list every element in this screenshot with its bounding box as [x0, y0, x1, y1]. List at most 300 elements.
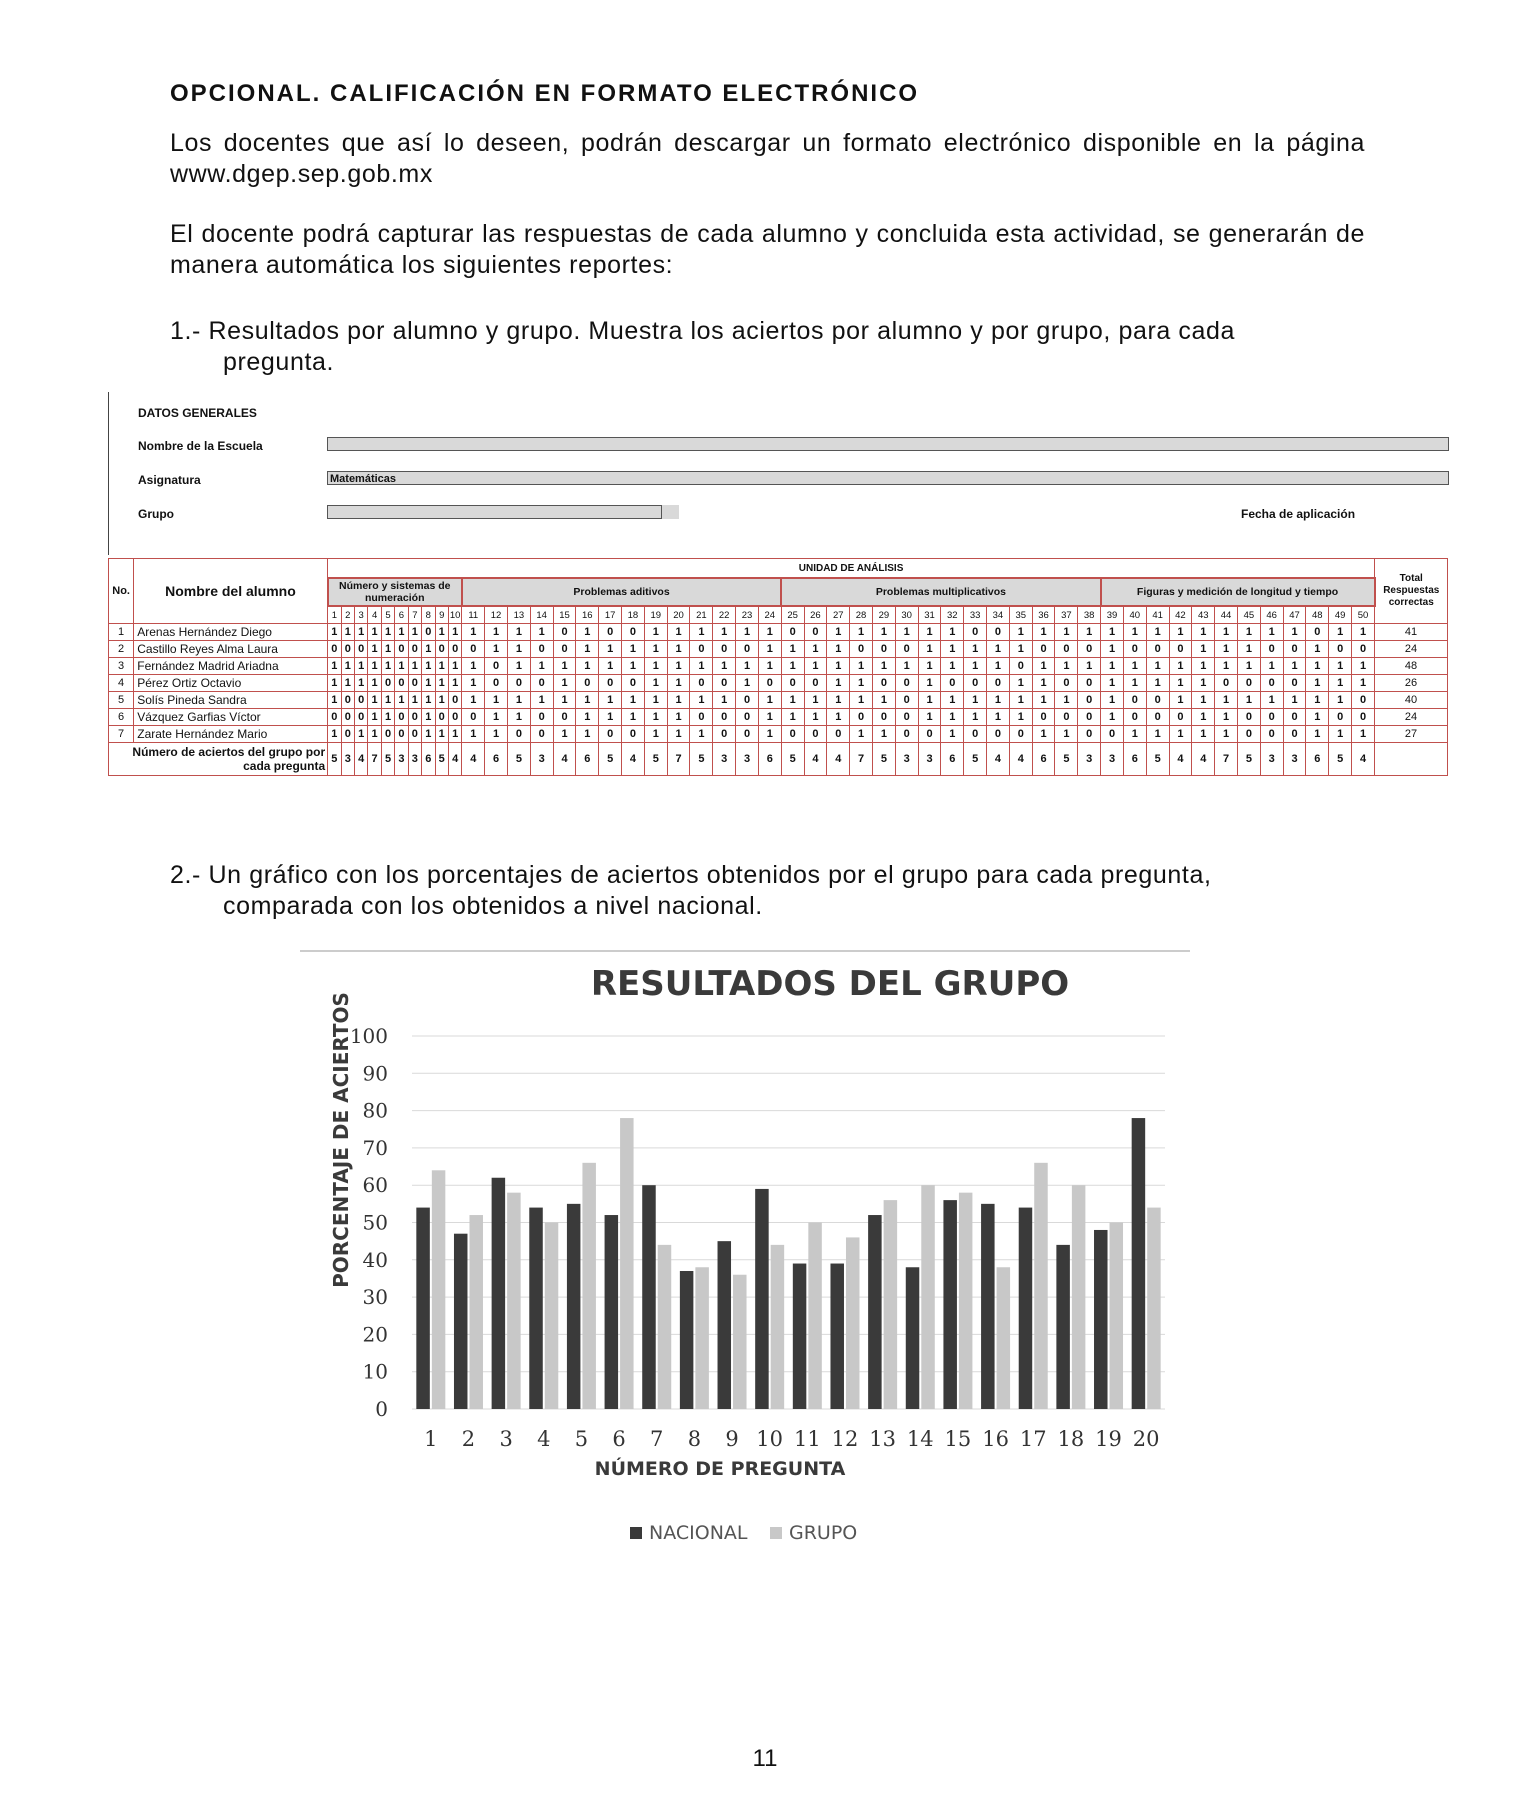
- answer-cell[interactable]: 1: [941, 658, 964, 675]
- answer-cell[interactable]: 1: [1032, 726, 1055, 743]
- answer-cell[interactable]: 0: [485, 658, 508, 675]
- answer-cell[interactable]: 0: [964, 726, 987, 743]
- answer-cell[interactable]: 0: [462, 709, 485, 726]
- answer-cell[interactable]: 1: [1215, 624, 1238, 641]
- answer-cell[interactable]: 1: [368, 675, 381, 692]
- answer-cell[interactable]: 0: [895, 726, 918, 743]
- answer-cell[interactable]: 0: [781, 675, 804, 692]
- answer-cell[interactable]: 1: [462, 692, 485, 709]
- answer-cell[interactable]: 0: [850, 709, 873, 726]
- answer-cell[interactable]: 1: [1169, 624, 1192, 641]
- answer-cell[interactable]: 0: [599, 624, 622, 641]
- answer-cell[interactable]: 1: [1123, 658, 1146, 675]
- answer-cell[interactable]: 0: [895, 709, 918, 726]
- answer-cell[interactable]: 1: [599, 709, 622, 726]
- answer-cell[interactable]: 0: [599, 675, 622, 692]
- answer-cell[interactable]: 0: [1146, 641, 1169, 658]
- answer-cell[interactable]: 1: [895, 624, 918, 641]
- answer-cell[interactable]: 1: [987, 692, 1010, 709]
- answer-cell[interactable]: 0: [1078, 692, 1101, 709]
- answer-cell[interactable]: 1: [1215, 658, 1238, 675]
- answer-cell[interactable]: 0: [1237, 709, 1260, 726]
- answer-cell[interactable]: 0: [341, 726, 354, 743]
- answer-cell[interactable]: 0: [462, 641, 485, 658]
- answer-cell[interactable]: 1: [1215, 726, 1238, 743]
- answer-cell[interactable]: 1: [758, 624, 781, 641]
- answer-cell[interactable]: 1: [1123, 726, 1146, 743]
- answer-cell[interactable]: 1: [1032, 658, 1055, 675]
- answer-cell[interactable]: 0: [941, 675, 964, 692]
- answer-cell[interactable]: 0: [341, 692, 354, 709]
- answer-cell[interactable]: 1: [713, 624, 736, 641]
- answer-cell[interactable]: 1: [507, 641, 530, 658]
- answer-cell[interactable]: 0: [1260, 726, 1283, 743]
- answer-cell[interactable]: 1: [644, 658, 667, 675]
- answer-cell[interactable]: 0: [507, 675, 530, 692]
- answer-cell[interactable]: 0: [553, 641, 576, 658]
- answer-cell[interactable]: 1: [827, 675, 850, 692]
- answer-cell[interactable]: 1: [1169, 726, 1192, 743]
- answer-cell[interactable]: 0: [804, 624, 827, 641]
- answer-cell[interactable]: 0: [872, 675, 895, 692]
- answer-cell[interactable]: 0: [690, 709, 713, 726]
- answer-cell[interactable]: 1: [1192, 726, 1215, 743]
- answer-cell[interactable]: 0: [1306, 624, 1329, 641]
- answer-cell[interactable]: 0: [553, 624, 576, 641]
- answer-cell[interactable]: 1: [1260, 658, 1283, 675]
- answer-cell[interactable]: 1: [1101, 675, 1124, 692]
- answer-cell[interactable]: 1: [1078, 624, 1101, 641]
- answer-cell[interactable]: 1: [1078, 658, 1101, 675]
- answer-cell[interactable]: 0: [1146, 692, 1169, 709]
- answer-cell[interactable]: 1: [435, 675, 448, 692]
- answer-cell[interactable]: 1: [644, 709, 667, 726]
- answer-cell[interactable]: 1: [1169, 658, 1192, 675]
- answer-cell[interactable]: 1: [667, 709, 690, 726]
- answer-cell[interactable]: 1: [964, 709, 987, 726]
- answer-cell[interactable]: 1: [448, 658, 461, 675]
- answer-cell[interactable]: 1: [850, 675, 873, 692]
- answer-cell[interactable]: 1: [1237, 658, 1260, 675]
- answer-cell[interactable]: 1: [1215, 709, 1238, 726]
- answer-cell[interactable]: 1: [381, 709, 394, 726]
- answer-cell[interactable]: 1: [736, 658, 759, 675]
- answer-cell[interactable]: 0: [1032, 709, 1055, 726]
- answer-cell[interactable]: 0: [435, 709, 448, 726]
- answer-cell[interactable]: 1: [804, 658, 827, 675]
- answer-cell[interactable]: 1: [1032, 624, 1055, 641]
- answer-cell[interactable]: 1: [758, 726, 781, 743]
- answer-cell[interactable]: 1: [507, 692, 530, 709]
- answer-cell[interactable]: 0: [1078, 675, 1101, 692]
- answer-cell[interactable]: 1: [1329, 692, 1352, 709]
- answer-cell[interactable]: 1: [328, 675, 341, 692]
- answer-cell[interactable]: 1: [850, 726, 873, 743]
- answer-cell[interactable]: 1: [1192, 675, 1215, 692]
- answer-cell[interactable]: 1: [758, 641, 781, 658]
- answer-cell[interactable]: 1: [507, 624, 530, 641]
- answer-cell[interactable]: 0: [435, 641, 448, 658]
- answer-cell[interactable]: 1: [435, 658, 448, 675]
- answer-cell[interactable]: 1: [1009, 675, 1032, 692]
- answer-cell[interactable]: 0: [1283, 726, 1306, 743]
- answer-cell[interactable]: 1: [622, 709, 645, 726]
- answer-cell[interactable]: 0: [530, 675, 553, 692]
- answer-cell[interactable]: 1: [690, 692, 713, 709]
- answer-cell[interactable]: 1: [1101, 692, 1124, 709]
- answer-cell[interactable]: 1: [758, 658, 781, 675]
- answer-cell[interactable]: 1: [690, 624, 713, 641]
- answer-cell[interactable]: 0: [1009, 726, 1032, 743]
- escuela-field[interactable]: [327, 437, 1449, 451]
- answer-cell[interactable]: 1: [1283, 658, 1306, 675]
- answer-cell[interactable]: 0: [395, 726, 408, 743]
- answer-cell[interactable]: 1: [435, 692, 448, 709]
- answer-cell[interactable]: 1: [422, 658, 435, 675]
- answer-cell[interactable]: 0: [1169, 641, 1192, 658]
- answer-cell[interactable]: 1: [576, 726, 599, 743]
- answer-cell[interactable]: 1: [918, 709, 941, 726]
- answer-cell[interactable]: 0: [599, 726, 622, 743]
- answer-cell[interactable]: 0: [1283, 709, 1306, 726]
- answer-cell[interactable]: 0: [1329, 641, 1352, 658]
- answer-cell[interactable]: 0: [448, 709, 461, 726]
- answer-cell[interactable]: 0: [576, 675, 599, 692]
- answer-cell[interactable]: 1: [408, 624, 421, 641]
- answer-cell[interactable]: 1: [395, 658, 408, 675]
- answer-cell[interactable]: 1: [1237, 692, 1260, 709]
- answer-cell[interactable]: 1: [328, 658, 341, 675]
- answer-cell[interactable]: 1: [941, 641, 964, 658]
- answer-cell[interactable]: 0: [381, 675, 394, 692]
- answer-cell[interactable]: 1: [435, 624, 448, 641]
- answer-cell[interactable]: 1: [1260, 692, 1283, 709]
- answer-cell[interactable]: 1: [462, 658, 485, 675]
- answer-cell[interactable]: 1: [553, 726, 576, 743]
- answer-cell[interactable]: 1: [964, 692, 987, 709]
- answer-cell[interactable]: 0: [354, 709, 367, 726]
- answer-cell[interactable]: 1: [422, 692, 435, 709]
- answer-cell[interactable]: 1: [1306, 658, 1329, 675]
- answer-cell[interactable]: 1: [381, 641, 394, 658]
- answer-cell[interactable]: 1: [1192, 624, 1215, 641]
- answer-cell[interactable]: 0: [713, 709, 736, 726]
- asignatura-field[interactable]: Matemáticas: [327, 471, 1449, 485]
- answer-cell[interactable]: 1: [1101, 624, 1124, 641]
- answer-cell[interactable]: 0: [690, 675, 713, 692]
- answer-cell[interactable]: 0: [1032, 641, 1055, 658]
- answer-cell[interactable]: 0: [713, 641, 736, 658]
- answer-cell[interactable]: 1: [918, 692, 941, 709]
- answer-cell[interactable]: 0: [964, 675, 987, 692]
- answer-cell[interactable]: 1: [1329, 658, 1352, 675]
- answer-cell[interactable]: 0: [1283, 675, 1306, 692]
- answer-cell[interactable]: 1: [622, 692, 645, 709]
- answer-cell[interactable]: 0: [987, 624, 1010, 641]
- answer-cell[interactable]: 1: [804, 641, 827, 658]
- answer-cell[interactable]: 1: [1009, 641, 1032, 658]
- answer-cell[interactable]: 1: [1306, 726, 1329, 743]
- answer-cell[interactable]: 1: [576, 624, 599, 641]
- answer-cell[interactable]: 1: [576, 641, 599, 658]
- answer-cell[interactable]: 1: [827, 658, 850, 675]
- answer-cell[interactable]: 1: [1009, 692, 1032, 709]
- answer-cell[interactable]: 0: [530, 726, 553, 743]
- answer-cell[interactable]: 1: [1329, 675, 1352, 692]
- answer-cell[interactable]: 1: [1101, 709, 1124, 726]
- answer-cell[interactable]: 1: [1192, 692, 1215, 709]
- answer-cell[interactable]: 1: [381, 624, 394, 641]
- answer-cell[interactable]: 1: [368, 692, 381, 709]
- answer-cell[interactable]: 0: [872, 709, 895, 726]
- answer-cell[interactable]: 1: [941, 726, 964, 743]
- answer-cell[interactable]: 1: [713, 658, 736, 675]
- answer-cell[interactable]: 0: [713, 675, 736, 692]
- answer-cell[interactable]: 0: [553, 709, 576, 726]
- answer-cell[interactable]: 1: [941, 692, 964, 709]
- answer-cell[interactable]: 1: [368, 709, 381, 726]
- answer-cell[interactable]: 0: [758, 675, 781, 692]
- answer-cell[interactable]: 1: [1192, 709, 1215, 726]
- answer-cell[interactable]: 1: [576, 658, 599, 675]
- answer-cell[interactable]: 1: [530, 658, 553, 675]
- answer-cell[interactable]: 0: [328, 641, 341, 658]
- answer-cell[interactable]: 1: [462, 726, 485, 743]
- answer-cell[interactable]: 1: [422, 726, 435, 743]
- answer-cell[interactable]: 1: [599, 658, 622, 675]
- answer-cell[interactable]: 1: [918, 624, 941, 641]
- answer-cell[interactable]: 1: [781, 641, 804, 658]
- answer-cell[interactable]: 0: [736, 726, 759, 743]
- answer-cell[interactable]: 1: [462, 624, 485, 641]
- answer-cell[interactable]: 1: [1306, 692, 1329, 709]
- answer-cell[interactable]: 0: [1123, 641, 1146, 658]
- answer-cell[interactable]: 1: [895, 658, 918, 675]
- answer-cell[interactable]: 0: [781, 726, 804, 743]
- answer-cell[interactable]: 0: [341, 709, 354, 726]
- answer-cell[interactable]: 1: [827, 624, 850, 641]
- answer-cell[interactable]: 1: [341, 675, 354, 692]
- answer-cell[interactable]: 1: [781, 692, 804, 709]
- answer-cell[interactable]: 0: [395, 675, 408, 692]
- answer-cell[interactable]: 0: [448, 692, 461, 709]
- answer-cell[interactable]: 1: [1169, 692, 1192, 709]
- answer-cell[interactable]: 1: [781, 709, 804, 726]
- answer-cell[interactable]: 1: [758, 692, 781, 709]
- answer-cell[interactable]: 1: [368, 726, 381, 743]
- answer-cell[interactable]: 1: [690, 658, 713, 675]
- answer-cell[interactable]: 1: [872, 692, 895, 709]
- answer-cell[interactable]: 1: [1306, 709, 1329, 726]
- answer-cell[interactable]: 1: [381, 692, 394, 709]
- answer-cell[interactable]: 1: [1032, 692, 1055, 709]
- answer-cell[interactable]: 0: [448, 641, 461, 658]
- answer-cell[interactable]: 0: [1055, 709, 1078, 726]
- answer-cell[interactable]: 1: [1215, 641, 1238, 658]
- answer-cell[interactable]: 0: [408, 709, 421, 726]
- answer-cell[interactable]: 1: [422, 709, 435, 726]
- answer-cell[interactable]: 1: [1146, 675, 1169, 692]
- answer-cell[interactable]: 1: [918, 658, 941, 675]
- answer-cell[interactable]: 1: [328, 726, 341, 743]
- answer-cell[interactable]: 1: [1192, 641, 1215, 658]
- answer-cell[interactable]: 0: [1260, 675, 1283, 692]
- answer-cell[interactable]: 1: [1352, 624, 1375, 641]
- answer-cell[interactable]: 0: [422, 624, 435, 641]
- answer-cell[interactable]: 0: [690, 641, 713, 658]
- answer-cell[interactable]: 1: [1169, 675, 1192, 692]
- answer-cell[interactable]: 1: [553, 675, 576, 692]
- answer-cell[interactable]: 1: [1055, 726, 1078, 743]
- answer-cell[interactable]: 1: [987, 709, 1010, 726]
- answer-cell[interactable]: 1: [987, 641, 1010, 658]
- answer-cell[interactable]: 1: [1352, 675, 1375, 692]
- answer-cell[interactable]: 1: [1032, 675, 1055, 692]
- answer-cell[interactable]: 1: [690, 726, 713, 743]
- answer-cell[interactable]: 1: [1352, 726, 1375, 743]
- answer-cell[interactable]: 1: [435, 726, 448, 743]
- answer-cell[interactable]: 1: [872, 624, 895, 641]
- answer-cell[interactable]: 0: [1260, 709, 1283, 726]
- answer-cell[interactable]: 1: [448, 624, 461, 641]
- answer-cell[interactable]: 1: [941, 709, 964, 726]
- answer-cell[interactable]: 1: [622, 658, 645, 675]
- answer-cell[interactable]: 1: [354, 624, 367, 641]
- answer-cell[interactable]: 1: [1055, 692, 1078, 709]
- answer-cell[interactable]: 1: [1009, 624, 1032, 641]
- answer-cell[interactable]: 1: [395, 692, 408, 709]
- answer-cell[interactable]: 1: [804, 692, 827, 709]
- answer-cell[interactable]: 1: [553, 658, 576, 675]
- answer-cell[interactable]: 1: [1146, 658, 1169, 675]
- answer-cell[interactable]: 1: [1055, 658, 1078, 675]
- answer-cell[interactable]: 1: [599, 692, 622, 709]
- answer-cell[interactable]: 1: [1055, 624, 1078, 641]
- answer-cell[interactable]: 1: [381, 658, 394, 675]
- answer-cell[interactable]: 0: [781, 624, 804, 641]
- answer-cell[interactable]: 1: [964, 658, 987, 675]
- answer-cell[interactable]: 0: [1078, 641, 1101, 658]
- answer-cell[interactable]: 0: [408, 726, 421, 743]
- answer-cell[interactable]: 0: [1123, 709, 1146, 726]
- answer-cell[interactable]: 0: [1169, 709, 1192, 726]
- answer-cell[interactable]: 1: [408, 658, 421, 675]
- answer-cell[interactable]: 1: [644, 641, 667, 658]
- answer-cell[interactable]: 1: [667, 624, 690, 641]
- answer-cell[interactable]: 0: [1283, 641, 1306, 658]
- answer-cell[interactable]: 0: [408, 641, 421, 658]
- answer-cell[interactable]: 1: [576, 692, 599, 709]
- answer-cell[interactable]: 0: [1352, 692, 1375, 709]
- answer-cell[interactable]: 1: [804, 709, 827, 726]
- answer-cell[interactable]: 0: [1055, 641, 1078, 658]
- answer-cell[interactable]: 0: [341, 641, 354, 658]
- answer-cell[interactable]: 1: [736, 624, 759, 641]
- answer-cell[interactable]: 1: [1329, 726, 1352, 743]
- answer-cell[interactable]: 1: [1329, 624, 1352, 641]
- answer-cell[interactable]: 0: [1009, 658, 1032, 675]
- answer-cell[interactable]: 1: [1146, 624, 1169, 641]
- answer-cell[interactable]: 0: [827, 726, 850, 743]
- answer-cell[interactable]: 1: [422, 641, 435, 658]
- answer-cell[interactable]: 1: [368, 641, 381, 658]
- answer-cell[interactable]: 1: [667, 641, 690, 658]
- answer-cell[interactable]: 0: [1078, 709, 1101, 726]
- answer-cell[interactable]: 1: [850, 692, 873, 709]
- answer-cell[interactable]: 0: [895, 641, 918, 658]
- answer-cell[interactable]: 1: [918, 675, 941, 692]
- answer-cell[interactable]: 1: [667, 675, 690, 692]
- answer-cell[interactable]: 1: [644, 692, 667, 709]
- answer-cell[interactable]: 1: [758, 709, 781, 726]
- answer-cell[interactable]: 1: [599, 641, 622, 658]
- answer-cell[interactable]: 0: [736, 641, 759, 658]
- answer-cell[interactable]: 0: [804, 726, 827, 743]
- answer-cell[interactable]: 1: [644, 675, 667, 692]
- answer-cell[interactable]: 0: [1260, 641, 1283, 658]
- answer-cell[interactable]: 0: [395, 709, 408, 726]
- answer-cell[interactable]: 0: [987, 675, 1010, 692]
- answer-cell[interactable]: 1: [1192, 658, 1215, 675]
- answer-cell[interactable]: 0: [918, 726, 941, 743]
- answer-cell[interactable]: 1: [485, 624, 508, 641]
- answer-cell[interactable]: 1: [354, 675, 367, 692]
- answer-cell[interactable]: 1: [1123, 624, 1146, 641]
- answer-cell[interactable]: 0: [987, 726, 1010, 743]
- answer-cell[interactable]: 0: [530, 709, 553, 726]
- answer-cell[interactable]: 1: [354, 658, 367, 675]
- answer-cell[interactable]: 1: [781, 658, 804, 675]
- answer-cell[interactable]: 1: [1101, 658, 1124, 675]
- answer-cell[interactable]: 1: [827, 692, 850, 709]
- answer-cell[interactable]: 0: [850, 641, 873, 658]
- answer-cell[interactable]: 1: [1101, 641, 1124, 658]
- answer-cell[interactable]: 0: [1237, 675, 1260, 692]
- answer-cell[interactable]: 0: [622, 624, 645, 641]
- answer-cell[interactable]: 1: [850, 658, 873, 675]
- answer-cell[interactable]: 1: [1283, 692, 1306, 709]
- answer-cell[interactable]: 1: [341, 658, 354, 675]
- answer-cell[interactable]: 1: [1306, 675, 1329, 692]
- answer-cell[interactable]: 1: [368, 658, 381, 675]
- answer-cell[interactable]: 1: [850, 624, 873, 641]
- answer-cell[interactable]: 0: [1352, 709, 1375, 726]
- answer-cell[interactable]: 0: [804, 675, 827, 692]
- answer-cell[interactable]: 1: [1237, 641, 1260, 658]
- answer-cell[interactable]: 0: [328, 709, 341, 726]
- answer-cell[interactable]: 1: [530, 624, 553, 641]
- answer-cell[interactable]: 0: [622, 726, 645, 743]
- answer-cell[interactable]: 1: [941, 624, 964, 641]
- answer-cell[interactable]: 0: [408, 675, 421, 692]
- answer-cell[interactable]: 0: [1101, 726, 1124, 743]
- answer-cell[interactable]: 1: [462, 675, 485, 692]
- answer-cell[interactable]: 1: [622, 641, 645, 658]
- answer-cell[interactable]: 1: [713, 692, 736, 709]
- answer-cell[interactable]: 1: [530, 692, 553, 709]
- answer-cell[interactable]: 0: [530, 641, 553, 658]
- answer-cell[interactable]: 1: [872, 726, 895, 743]
- answer-cell[interactable]: 0: [1237, 726, 1260, 743]
- answer-cell[interactable]: 1: [736, 675, 759, 692]
- answer-cell[interactable]: 1: [1352, 658, 1375, 675]
- answer-cell[interactable]: 1: [918, 641, 941, 658]
- answer-cell[interactable]: 1: [667, 692, 690, 709]
- answer-cell[interactable]: 0: [507, 726, 530, 743]
- answer-cell[interactable]: 0: [395, 641, 408, 658]
- answer-cell[interactable]: 0: [1123, 692, 1146, 709]
- answer-cell[interactable]: 1: [328, 692, 341, 709]
